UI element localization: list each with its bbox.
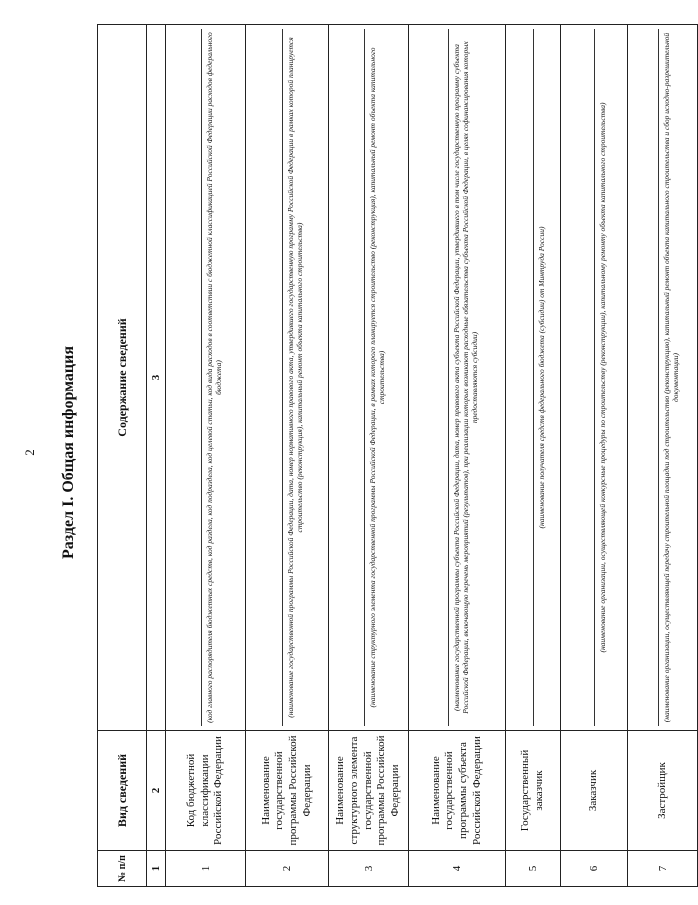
table-row — [561, 25, 628, 887]
row-note: (наименование организации, осуществляющей конкурсные процедуры по строительству (реконструкции), капитальному ремонту объекта капитального строительства) — [597, 102, 607, 653]
table-row — [409, 25, 506, 887]
row-content — [329, 25, 409, 731]
row-number: 5 — [506, 851, 561, 887]
row-note: (наименование государственной программы Российской Федерации, дата, номер нормативного правового акта, утвердившего государственную программу Российской Федерации в рамках которой планируется строительство (реконструкция), капитальный ремонт объекта капитального строительства) — [286, 37, 304, 718]
fill-line — [436, 29, 449, 726]
row-number: 7 — [628, 851, 698, 887]
row-number: 3 — [329, 851, 409, 887]
fill-line — [189, 29, 202, 726]
fill-line — [646, 29, 659, 726]
fill-line — [521, 29, 534, 726]
table-row — [166, 25, 246, 887]
row-content — [506, 25, 561, 731]
column-number: 1 — [147, 851, 166, 887]
column-number: 2 — [147, 731, 166, 851]
row-kind: Наименование структурного элемента государственной программы Российской Федерации — [329, 731, 409, 851]
row-note: (наименование структурного элемента государственной программы Российской Федерации, в рамках которого планируется строительство (реконструкция), капитальный ремонт объекта капитального строительства) — [367, 47, 386, 708]
column-number: 3 — [147, 25, 166, 731]
page-number: 2 — [22, 449, 37, 456]
row-note: (наименование государственной программы субъекта Российской Федерации, дата, номер правового акта субъекта Российской Федерации, утвердившего в том числе государственную программу субъекта Российской Федерации, включающую перечень мероприятий (результатов), при реализации которых возникают расходные обязательства субъекта Российской Федерации, в целях софинансирования которых предоставляются субсидии) — [451, 41, 479, 714]
column-number-row — [147, 25, 166, 887]
table-row — [246, 25, 329, 887]
table-row — [628, 25, 698, 887]
row-content — [166, 25, 246, 731]
fill-line — [352, 29, 365, 726]
table-row — [329, 25, 409, 887]
row-number: 4 — [409, 851, 506, 887]
table-header-row — [98, 25, 147, 887]
header-num: № п/п — [98, 851, 147, 887]
general-info-table — [97, 24, 698, 887]
row-content — [409, 25, 506, 731]
row-kind: Наименование государственной программы субъекта Российской Федерации — [409, 731, 506, 851]
row-kind: Заказчик — [561, 731, 628, 851]
header-content: Содержание сведений — [98, 25, 147, 731]
row-kind: Наименование государственной программы Российской Федерации — [246, 731, 329, 851]
fill-line — [270, 29, 283, 726]
row-note: (наименование получателя средств федерального бюджета (субсидии) от Минтруда России) — [536, 226, 546, 529]
row-kind: Застройщик — [628, 731, 698, 851]
row-note: (наименование организации, осуществляющей передачу строительной площадки под строительство (реконструкцию), капитальный ремонт объекта капитального строительства и сбор исходно-разрешительной документации) — [661, 32, 680, 723]
row-number: 6 — [561, 851, 628, 887]
fill-line — [582, 29, 595, 726]
row-number: 2 — [246, 851, 329, 887]
row-content — [561, 25, 628, 731]
row-number: 1 — [166, 851, 246, 887]
row-kind: Государственный заказчик — [506, 731, 561, 851]
row-kind: Код бюджетной классификации Российской Федерации — [166, 731, 246, 851]
section-title: Раздел I. Общая информация — [60, 346, 77, 559]
row-content — [246, 25, 329, 731]
row-content — [628, 25, 698, 731]
header-kind: Вид сведений — [98, 731, 147, 851]
row-note: (код главного распорядителя бюджетных средств, код раздела, код подраздела, код целевой статьи, код вида расходов в соответствии с бюджетной классификацией Российской Федерации расходов федерального бюджета) — [204, 32, 223, 723]
table-row — [506, 25, 561, 887]
